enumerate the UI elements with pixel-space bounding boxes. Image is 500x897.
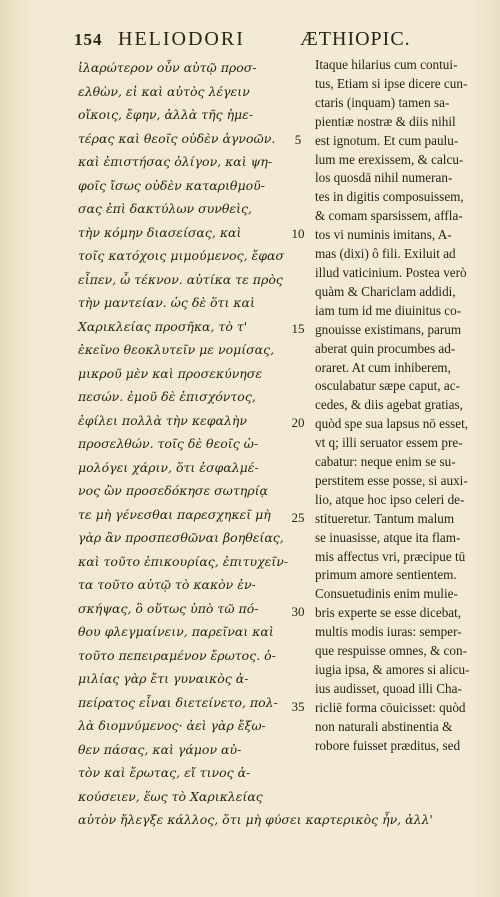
latin-text-line: & comam sparsissem, affla- [315, 208, 463, 224]
greek-text-line: τὴν κόμην διασείσας, καὶ [78, 224, 242, 240]
latin-text-line: mis affectus vri, præcipue tū [315, 548, 466, 564]
latin-text-line: illud vaticinium. Postea verò [315, 264, 467, 280]
page-number: 154 [74, 30, 103, 49]
greek-text-line: ελθὼν, εἰ καὶ αὐτὸς λέγειν [78, 83, 250, 99]
greek-text-line: μολόγει χάριν, ὅτι ἐσφαλμέ- [78, 459, 259, 475]
latin-text-line: pientiæ nostræ & diis nihil [315, 113, 456, 129]
latin-text-line: tus, Etiam si ipse dicere cun- [315, 75, 468, 91]
greek-text-line: νος ὢν προσεδόκησε σωτηρίᾳ [78, 483, 268, 498]
greek-text-line: τοῦτο πεπειραμένον ἔρωτος. ὁ- [78, 647, 276, 663]
greek-text-line: ἱλαρώτερον οὖν αὐτῷ προσ- [78, 60, 257, 75]
greek-text-line: σκήψας, ὃ οὕτως ὑπὸ τῶ πό- [78, 600, 259, 616]
latin-text-line: aberat quin procumbes ad- [315, 340, 456, 356]
latin-text-line: oraret. At cum inhiberem, [315, 359, 451, 375]
latin-text-column [315, 56, 495, 756]
line-number: 20 [291, 415, 305, 431]
latin-text-line: tes in digitis composuissem, [315, 189, 464, 205]
greek-text-line: καὶ ἐπιστήσας ὀλίγον, καὶ ψη- [78, 154, 273, 169]
latin-text-line: quàm & Chariclam addidi, [315, 283, 456, 299]
greek-text-line: Χαρικλείας προσῆκα, τὸ τ' [78, 318, 248, 334]
latin-text-line: vt q; illi seruator essem pre- [315, 435, 463, 451]
greek-text-line: τα τοῦτο αὐτῷ τὸ κακὸν ἐν- [78, 577, 256, 592]
latin-text-line: Itaque hilarius cum contui- [315, 57, 458, 72]
latin-text-line: osculabatur sæpe caput, ac- [315, 378, 461, 394]
greek-text-line: εἶπεν, ὦ τέκνον. αὐτίκα τε πρὸς [78, 271, 283, 287]
greek-text-line: καὶ τοῦτο ἐπικουρίας, ἐπιτυχεῖν- [78, 553, 289, 569]
greek-text-line: τε μὴ γένεσθαι παρεσχηκεῖ μὴ [78, 506, 271, 522]
greek-text-line: πεσών. ἐμοῦ δὲ ἐπισχόντος, [78, 389, 256, 404]
latin-text-line: lio, atque hoc ipso celeri de- [315, 491, 465, 507]
greek-text-line: λὰ διομνύμενος· ἀεὶ γὰρ ἔξω- [78, 718, 266, 733]
line-number-gutter [283, 56, 315, 756]
latin-text-line: iam tum id me diuinitus co- [315, 302, 462, 318]
latin-text-line: multis modis iuras: semper- [315, 624, 462, 640]
latin-text-line: cedes, & diis agebat gratias, [315, 397, 463, 413]
latin-text-line: se inuasisse, atque ita flam- [315, 529, 461, 545]
greek-text-line: πείρατος εἶναι διετείνετο, πολ- [78, 694, 278, 710]
latin-text-line: est ignotum. Et cum paulu- [315, 132, 459, 148]
latin-text-line: gnouisse existimans, parum [315, 321, 462, 337]
latin-text-line: iugia ipsa, & amores si alicu- [315, 662, 470, 677]
latin-text-line: non naturali abstinentia & [315, 718, 453, 734]
line-number: 35 [291, 698, 305, 714]
greek-text-line: θεν πάσας, καὶ γάμον αὐ- [78, 741, 242, 757]
latin-text-line: robore fuisset præditus, sed [315, 737, 461, 753]
latin-text-line: mas (dixi) ô fili. Exiluit ad [315, 246, 456, 262]
greek-text-line: οἴκοις, ἔφην, ἀλλὰ τῆς ἡμε- [78, 107, 254, 122]
latin-text-line: cabatur: neque enim se su- [315, 454, 456, 470]
line-number: 30 [291, 604, 305, 620]
latin-text-line: Consuetudinis enim mulie- [315, 586, 458, 602]
latin-text-line: ius audisset, quoad illi Cha- [315, 680, 462, 696]
running-head-right: ÆTHIOPIC. [300, 28, 411, 50]
latin-text-line: bris experte se esse dicebat, [315, 605, 462, 621]
greek-text-line: τὴν μαντείαν. ὡς δὲ ὅτι καὶ [78, 295, 255, 310]
latin-text-line: los quosdā nihil numeran- [315, 170, 453, 186]
greek-text-line: προσελθών. τοῖς δὲ θεοῖς ὡ- [78, 436, 259, 451]
latin-text-line: que respuisse omnes, & con- [315, 643, 467, 659]
latin-text-line: tos vi numinis imitans, A- [315, 227, 452, 243]
greek-text-line: γὰρ ἂν προσπεσθῶναι βοηθείας, [78, 530, 284, 545]
greek-text-line: κούσειεν, ἕως τὸ Χαρικλείας [78, 788, 263, 804]
latin-text-line: stitueretur. Tantum malum [315, 510, 455, 526]
greek-text-line: τοῖς κατόχοις μιμούμενος, ἔφασ [78, 248, 284, 263]
greek-text-line: φοῖς ἴσως οὐδὲν καταριθμοῦ- [78, 177, 265, 193]
running-head-left: HELIODORI [118, 28, 245, 50]
greek-text-line: μιλίας γὰρ ἔτι γυναικὸς ἀ- [78, 671, 249, 686]
latin-text-line: ricliē forma cōuicisset: quòd [315, 699, 466, 715]
latin-text-line: perstitem esse posse, si auxi- [315, 472, 468, 488]
latin-text-line: lum me erexissem, & calcu- [315, 151, 464, 167]
latin-text-line: ctaris (inquam) tamen sa- [315, 94, 450, 110]
greek-text-line: σας ἐπὶ δακτύλων συνθεὶς, [78, 201, 252, 216]
line-number: 5 [294, 131, 302, 147]
greek-text-line: τέρας καὶ θεοῖς οὐδὲν ἀγνοῶν. [78, 130, 276, 146]
line-number: 15 [291, 320, 305, 336]
line-number: 10 [291, 226, 305, 242]
line-number: 25 [291, 509, 305, 525]
greek-text-line: αὐτὸν ἤλεγξε κάλλος, ὅτι μὴ φύσει καρτερικὸς ἦν, ἀλλ' [78, 812, 433, 827]
greek-text-line: τὸν καὶ ἔρωτας, εἴ τινος ἀ- [78, 765, 251, 780]
greek-text-line: θου φλεγμαίνειν, παρεῖναι καὶ [78, 624, 274, 639]
page-header [74, 24, 474, 54]
latin-text-line: primum amore sentientem. [315, 567, 457, 583]
greek-text-line: ἐφίλει πολλὰ τὴν κεφαλὴν [78, 412, 247, 428]
greek-text-line: ἐκεῖνο θεοκλυτεῖν με νομίσας, [78, 342, 275, 357]
greek-text-line: μικροῦ μὲν καὶ προσεκύνησε [78, 365, 263, 381]
latin-text-line: quòd spe sua lapsus nō esset, [315, 416, 469, 432]
